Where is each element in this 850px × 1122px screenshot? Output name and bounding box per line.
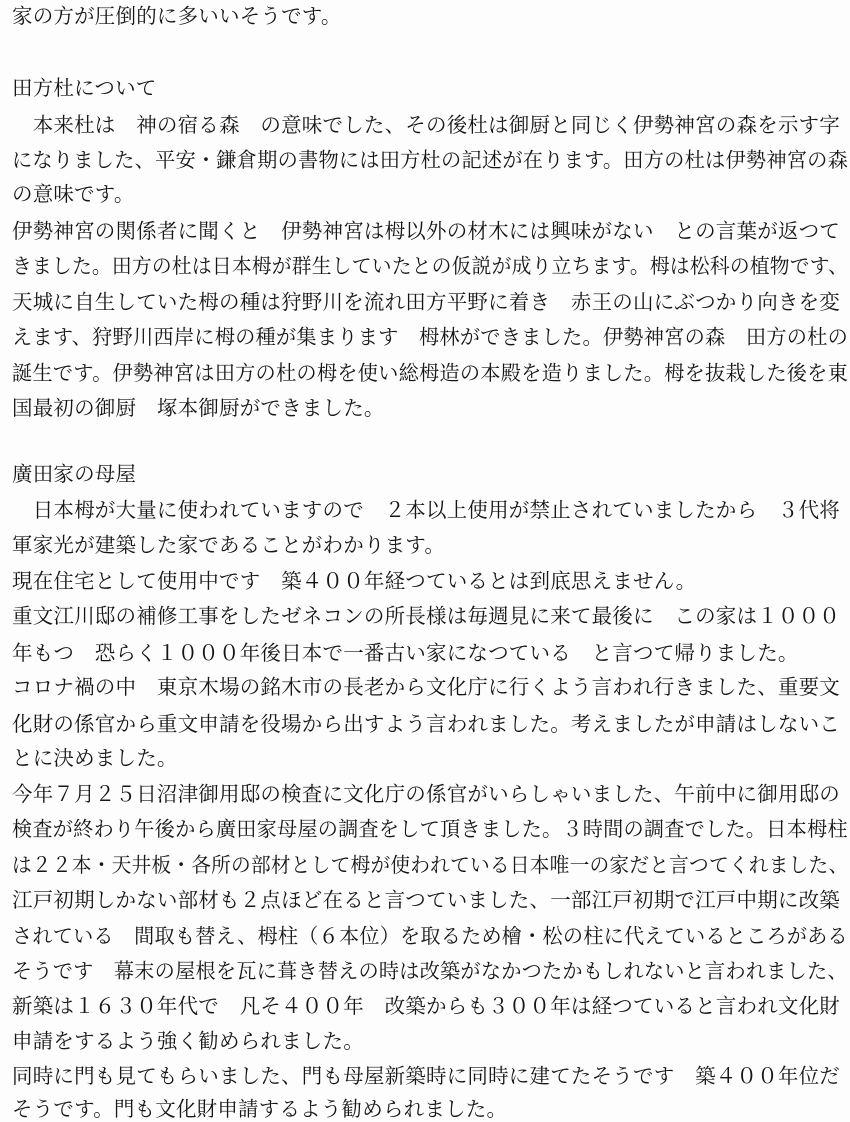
text-line: 今年７月２５日沼津御用邸の検査に文化庁の係官がいらしゃいました、午前中に御用邸の [12,782,840,806]
text-line: 新築は１６３０年代で 凡そ４００年 改築からも３００年は経つていると言われ文化財 [12,994,840,1018]
text-line: 年もつ 恐らく１０００年後日本で一番古い家になつている と言つて帰りました。 [12,641,799,665]
text-line: 伊勢神宮の関係者に聞くと 伊勢神宮は栂以外の材木には興味がない との言葉が返つて [12,219,840,243]
text-line: 家の方が圧倒的に多いいそうです。 [12,4,342,28]
text-line: えます、狩野川西岸に栂の種が集まります 栂林ができました。伊勢神宮の森 田方の杜の [12,325,849,349]
text-line: 申請をするよう強く勧められました。 [12,1029,364,1053]
text-line: 重文江川邸の補修工事をしたゼネコンの所長様は毎週見に来て最後に この家は１０００ [12,604,840,628]
text-line: 国最初の御厨 塚本御厨ができました。 [12,396,385,420]
text-line: とに決めました。 [12,746,178,770]
text-line: は２２本・天井板・各所の部材として栂が使われている日本唯一の家だと言つてくれました、 [12,853,849,877]
text-line: きました。田方の杜は日本栂が群生していたとの仮説が成り立ちます。栂は松科の植物です、 [12,254,849,278]
text-line: 検査が終わり午後から廣田家母屋の調査をして頂きました。３時間の調査でした。日本栂柱 [12,817,848,841]
text-line: 化財の係官から重文申請を役場から出すよう言われました。考えましたが申請はしないこ [12,712,840,736]
text-line: 日本栂が大量に使われていますので ２本以上使用が禁止されていましたから ３代将 [12,498,840,522]
text-line: の意味です。 [12,182,135,206]
section-heading-tagata-mori: 田方杜について [12,76,157,100]
text-line: そうです 幕末の屋根を瓦に葺き替えの時は改築がなかつたかもしれないと言われました、 [12,959,848,983]
text-line: 天城に自生していた栂の種は狩野川を流れ田方平野に着き 赤王の山にぶつかり向きを変 [12,290,840,314]
text-line: になりました、平安・鎌倉期の書物には田方杜の記述が在ります。田方の杜は伊勢神宮の森 [12,148,849,172]
text-line: 軍家光が建築した家であることがわかります。 [12,533,446,557]
text-line: コロナ禍の中 東京木場の銘木市の長老から文化庁に行くよう言われ行きました、重要文 [12,675,840,699]
text-line: 同時に門も見てもらいました、門も母屋新築時に同時に建てたそうです 築４００年位だ [12,1064,840,1088]
text-line: 本来杜は 神の宿る森 の意味でした、その後杜は御厨と同じく伊勢神宮の森を示す字 [12,113,840,137]
text-line: 江戸初期しかない部材も２点ほど在ると言つていました、一部江戸初期で江戸中期に改築 [12,888,840,912]
text-line: されている 間取も替え、栂柱（６本位）を取るため檜・松の柱に代えているところがある [12,924,848,948]
section-heading-hirota-omoya: 廣田家の母屋 [12,462,137,486]
text-line: 現在住宅として使用中です 築４００年経つているとは到底思えません。 [12,569,697,593]
text-line: そうです。門も文化財申請するよう勧められました。 [12,1097,508,1121]
text-line: 誕生です。伊勢神宮は田方の杜の栂を使い総栂造の本殿を造りました。栂を抜栽した後を東 [12,361,849,385]
